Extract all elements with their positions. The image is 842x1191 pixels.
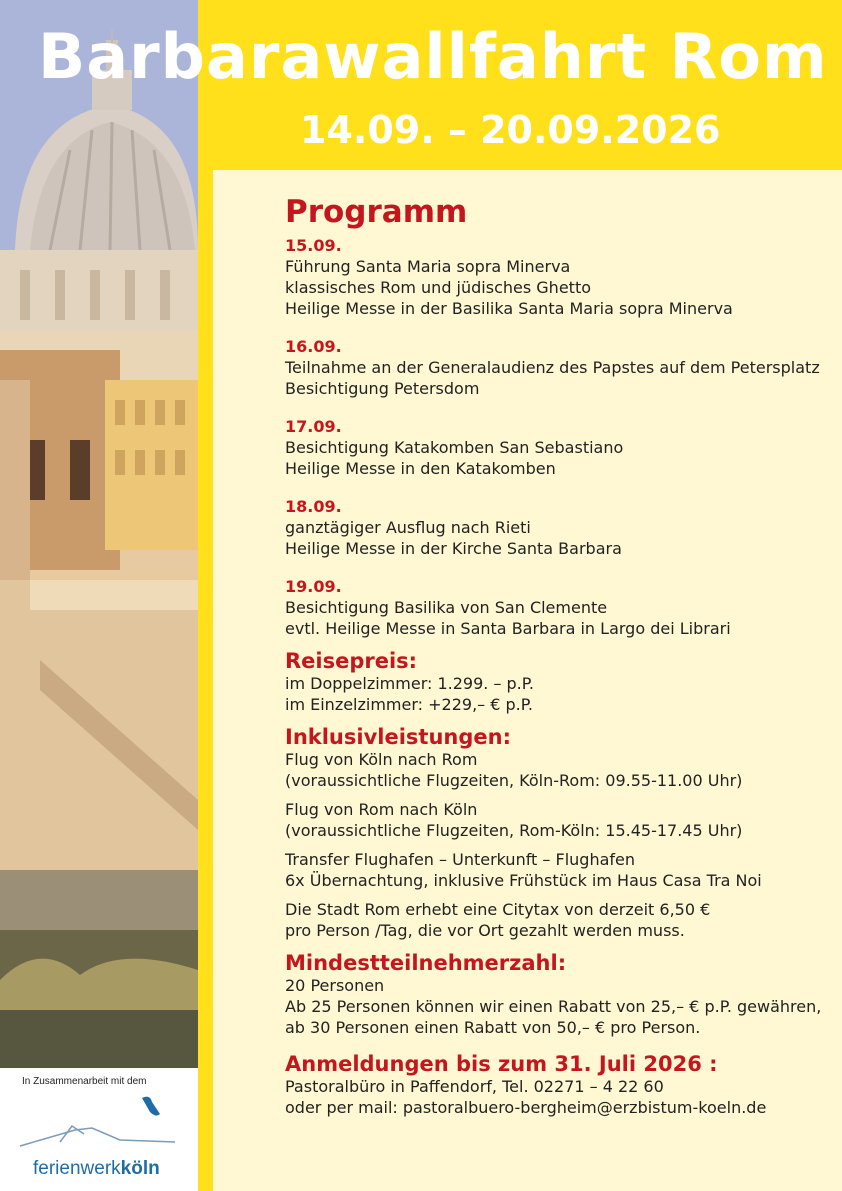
partner-logo-panel: [0, 1068, 198, 1191]
inklusiv-line: 6x Übernachtung, inklusive Frühstück im Haus Casa Tra Noi: [285, 871, 762, 890]
inklusiv-line: Flug von Rom nach Köln: [285, 800, 478, 819]
logo-word-regular: ferienwerk: [33, 1158, 121, 1179]
inklusiv-line: (voraussichtliche Flugzeiten, Köln-Rom: 09.55-11.00 Uhr): [285, 771, 743, 790]
inklusiv-block: [285, 849, 830, 891]
mindest-line: 20 Personen: [285, 976, 385, 995]
anmeldung-section: [285, 1052, 830, 1118]
anmeldung-line: oder per mail: pastoralbuero-bergheim@erzbistum-koeln.de: [285, 1098, 767, 1117]
day-item: [285, 416, 830, 479]
inklusiv-line: Die Stadt Rom erhebt eine Citytax von derzeit 6,50 €: [285, 900, 711, 919]
day-line: Führung Santa Maria sopra Minerva: [285, 257, 571, 276]
inklusiv-block: [285, 799, 830, 841]
day-date: 19.09.: [285, 577, 342, 596]
inklusiv-line: Transfer Flughafen – Unterkunft – Flughafen: [285, 850, 636, 869]
day-line: Heilige Messe in den Katakomben: [285, 459, 556, 478]
day-item: [285, 235, 830, 319]
inklusiv-heading: Inklusivleistungen:: [285, 725, 511, 749]
mindest-heading: Mindestteilnehmerzahl:: [285, 951, 567, 975]
day-line: evtl. Heilige Messe in Santa Barbara in Largo dei Librari: [285, 619, 731, 638]
logo-word-bold: köln: [120, 1158, 160, 1179]
anmeldung-line: Pastoralbüro in Paffendorf, Tel. 02271 – 4 22 60: [285, 1077, 664, 1096]
programm-heading: Programm: [285, 194, 468, 230]
day-item: [285, 496, 830, 559]
day-date: 16.09.: [285, 337, 342, 356]
inklusiv-line: pro Person /Tag, die vor Ort gezahlt werden muss.: [285, 921, 685, 940]
day-line: klassisches Rom und jüdisches Ghetto: [285, 278, 591, 297]
trip-dates: 14.09. – 20.09.2026: [300, 108, 721, 152]
partner-caption: In Zusammenarbeit mit dem: [22, 1076, 147, 1087]
mindest-line: ab 30 Personen einen Rabatt von 50,– € pro Person.: [285, 1018, 701, 1037]
day-item: [285, 336, 830, 399]
inklusiv-section: [285, 725, 830, 941]
mindest-section: [285, 951, 830, 1038]
ferienwerk-koeln-logo: [33, 1158, 160, 1180]
price-line: im Einzelzimmer: +229,– € p.P.: [285, 695, 533, 714]
day-date: 15.09.: [285, 236, 342, 255]
reisepreis-section: [285, 649, 830, 715]
day-line: Teilnahme an der Generalaudienz des Papstes auf dem Petersplatz: [285, 358, 820, 377]
price-line: im Doppelzimmer: 1.299. – p.P.: [285, 674, 535, 693]
inklusiv-block: [285, 899, 830, 941]
inklusiv-line: Flug von Köln nach Rom: [285, 750, 478, 769]
day-date: 17.09.: [285, 417, 342, 436]
day-line: ganztägiger Ausflug nach Rieti: [285, 518, 531, 537]
day-line: Besichtigung Basilika von San Clemente: [285, 598, 608, 617]
content: [285, 195, 830, 1124]
reisepreis-heading: Reisepreis:: [285, 649, 418, 673]
page-title: Barbarawallfahrt Rom: [38, 20, 828, 93]
inklusiv-block: [285, 749, 830, 791]
day-line: Besichtigung Petersdom: [285, 379, 480, 398]
anmeldung-heading: Anmeldungen bis zum 31. Juli 2026 :: [285, 1052, 718, 1076]
day-line: Heilige Messe in der Kirche Santa Barbara: [285, 539, 622, 558]
day-item: [285, 576, 830, 639]
inklusiv-line: (voraussichtliche Flugzeiten, Rom-Köln: 15.45-17.45 Uhr): [285, 821, 743, 840]
rome-photo-illustration: [0, 0, 198, 1068]
rome-photo: [0, 0, 198, 1068]
day-line: Heilige Messe in der Basilika Santa Maria sopra Minerva: [285, 299, 733, 318]
mindest-line: Ab 25 Personen können wir einen Rabatt von 25,– € p.P. gewähren,: [285, 997, 822, 1016]
day-date: 18.09.: [285, 497, 342, 516]
day-line: Besichtigung Katakomben San Sebastiano: [285, 438, 624, 457]
